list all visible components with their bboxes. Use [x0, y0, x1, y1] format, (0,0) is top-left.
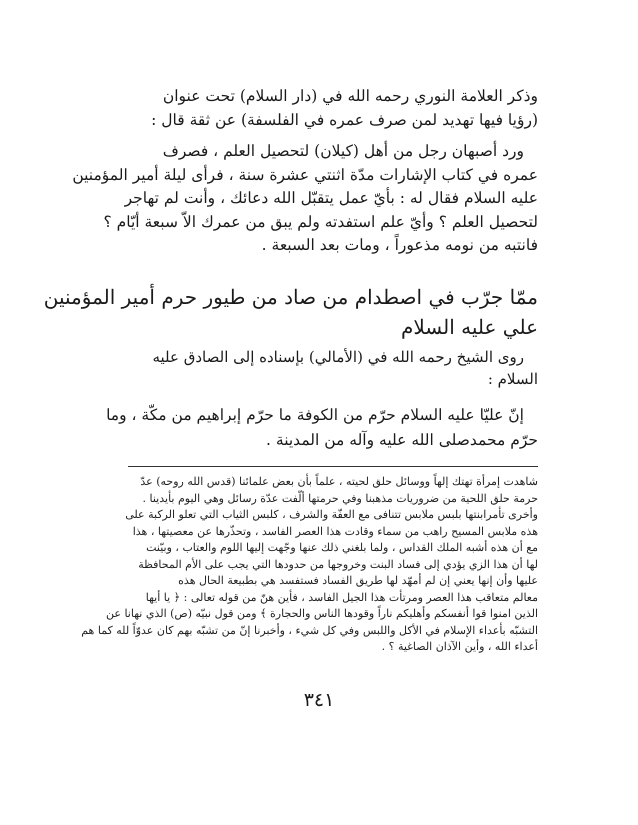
paragraph-dar-al-salam — [128, 84, 538, 132]
footnote-line: حرمة حلق اللحية من ضروريات مذهبنا وفي حرمتها ألّفت عدّة رسائل وهي اليوم بأيدينا . — [142, 491, 538, 505]
paragraph-haram-quote — [106, 403, 538, 453]
text-line: السلام : — [487, 370, 538, 388]
footnote-line: مع أن هذه أشبه الملك القداس ، ولما بلغني ذلك عنها وجّهت إليها اللوم والعتاب ، وبيّنت — [146, 541, 538, 554]
footnote-line: وأخرى تأمرابنتها بلبس ملابس تتنافى مع العفّة والشرف ، كلبس الثياب التي تعلو الركبة على — [125, 508, 538, 521]
text-line: إنّ عليّا عليه السلام حرّم من الكوفة ما حرّم إبراهيم من مكّة ، وما — [106, 406, 524, 424]
footnote-line: هذه ملابس المسيح راهب من سماء وقادت هذا العصر الفاسد ، وتحذّرها عن معصيتها ، هذا — [132, 524, 538, 538]
paragraph-amali-narration — [128, 346, 538, 390]
text-line: روى الشيخ رحمه الله في (الأمالي) بإسناده إلى الصادق عليه — [152, 348, 524, 366]
footnote-line: عليها وأن إنها يعني إن لم أمهّد لها طريق الفساد فستفسد هي بطبيعة الحال هذه — [178, 574, 538, 587]
paragraph-isfahan-story — [72, 140, 538, 258]
footnote — [81, 474, 538, 656]
footnote-line: الذين امنوا قوا أنفسكم وأهليكم ناراً وقودها الناس والحجارة ﴾ ومن قول نبيّه (ص) الذي نهانا عن — [106, 607, 538, 620]
heading-line: علي عليه السلام — [400, 315, 538, 339]
text-line: لتحصيل العلم ؟ وأيّ علم استفدته ولم يبق من عمرك الاّ سبعة أيّام ؟ — [103, 212, 538, 231]
text-line: عليه السلام فقال له : بأيّ عمل يتقبّل الله دعائك ، وأنت لم تهاجر — [124, 189, 538, 207]
footnote-line: لها أن هذا الزي يؤدي إلى فساد البنت وخروجها من حدودها التي يجب على الأم المحافظة — [138, 557, 538, 571]
page-number: ٣٤١ — [303, 689, 335, 711]
text-line: فانتبه من نومه مذعوراً ، ومات بعد السبعة . — [261, 236, 538, 254]
footnote-line: أعداء الله ، وأين الآذان الصاغية ؟ . — [381, 640, 538, 653]
footnote-line: شاهدت إمرأة تهتك إلهاً ووسائل حلق لحيته ، علماً بأن بعض علمائنا (قدس الله روحه) عدّ — [140, 475, 538, 488]
footnote-line: التشبّه بأعداء الإسلام في الأكل واللبس وفي كل شيء ، وأخبرنا إنّ من تشبّه بهم كان عدوّاً لله كما هم — [81, 623, 538, 637]
section-heading — [43, 282, 538, 342]
text-line: (رؤيا فيها تهديد لمن صرف عمره في الفلسفة) عن ثقة قال : — [151, 111, 538, 129]
text-line: ورد أصبهان رجل من أهل (كيلان) لتحصيل العلم ، فصرف — [162, 142, 524, 160]
text-line: حرّم محمدصلى الله عليه وآله من المدينة . — [266, 431, 538, 449]
footnote-divider — [128, 466, 538, 467]
footnote-line: معالم متعاقب هذا العصر ومرتأت هذا الجيل الفاسد ، فأين هنّ من قوله تعالى : ﴿ يا أيها — [145, 590, 538, 604]
text-line: وذكر العلامة النوري رحمه الله في (دار السلام) تحت عنوان — [162, 87, 538, 105]
heading-line: ممّا جرّب في اصطدام من صاد من طيور حرم أمير المؤمنين — [43, 285, 538, 309]
text-line: عمره في كتاب الإشارات مدّة اثنتي عشرة سنة ، فرأى ليلة أمير المؤمنين — [72, 165, 538, 184]
